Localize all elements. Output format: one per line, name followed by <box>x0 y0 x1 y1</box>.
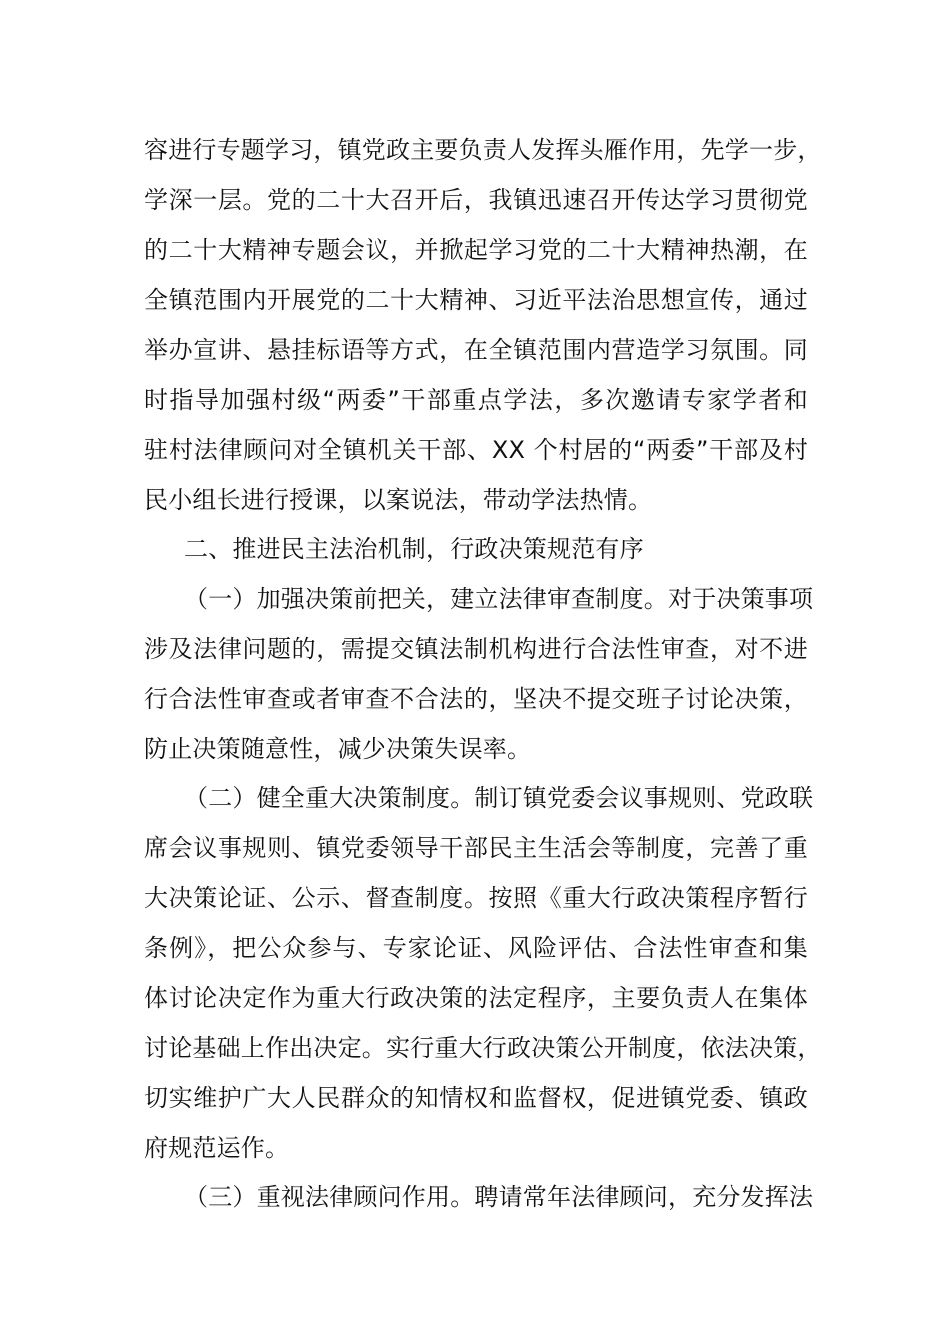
body-text-line: 驻村法律顾问对全镇机关干部、XX 个村居的“两委”干部及村 <box>144 436 808 464</box>
body-text-line: 防止决策随意性，减少决策失误率。 <box>144 735 532 763</box>
body-text-line: 学深一层。党的二十大召开后，我镇迅速召开传达学习贯彻党 <box>144 186 808 214</box>
body-text-line: 讨论基础上作出决定。实行重大行政决策公开制度，依法决策， <box>144 1034 822 1062</box>
body-text-line: 时指导加强村级“两委”干部重点学法，多次邀请专家学者和 <box>144 386 808 414</box>
body-text-line: 切实维护广大人民群众的知情权和监督权，促进镇党委、镇政 <box>144 1084 808 1112</box>
body-text-line: 大决策论证、公示、督查制度。按照《重大行政决策程序暂行 <box>144 884 808 912</box>
body-text-line: 府规范运作。 <box>144 1134 290 1162</box>
body-text-line: （一）加强决策前把关，建立法律审查制度。对于决策事项 <box>184 585 814 613</box>
body-text-line: 民小组长进行授课，以案说法，带动学法热情。 <box>144 486 653 514</box>
body-text-line: 容进行专题学习，镇党政主要负责人发挥头雁作用，先学一步， <box>144 136 822 164</box>
body-text-line: 席会议事规则、镇党委领导干部民主生活会等制度，完善了重 <box>144 834 808 862</box>
body-text-line: 的二十大精神专题会议，并掀起学习党的二十大精神热潮，在 <box>144 236 808 264</box>
body-text-line: 举办宣讲、悬挂标语等方式，在全镇范围内营造学习氛围。同 <box>144 336 808 364</box>
body-text-line: 行合法性审查或者审查不合法的，坚决不提交班子讨论决策， <box>144 685 808 713</box>
body-text-line: 全镇范围内开展党的二十大精神、习近平法治思想宣传，通过 <box>144 286 808 314</box>
body-text-line: （三）重视法律顾问作用。聘请常年法律顾问，充分发挥法 <box>184 1183 814 1211</box>
body-text-line: 体讨论决定作为重大行政决策的法定程序，主要负责人在集体 <box>144 984 808 1012</box>
body-text-line: 条例》，把公众参与、专家论证、风险评估、合法性审查和集 <box>144 934 808 962</box>
body-text-line: （二）健全重大决策制度。制订镇党委会议事规则、党政联 <box>184 784 814 812</box>
body-text-line: 涉及法律问题的，需提交镇法制机构进行合法性审查，对不进 <box>144 635 808 663</box>
section-heading: 二、推进民主法治机制，行政决策规范有序 <box>184 535 644 563</box>
